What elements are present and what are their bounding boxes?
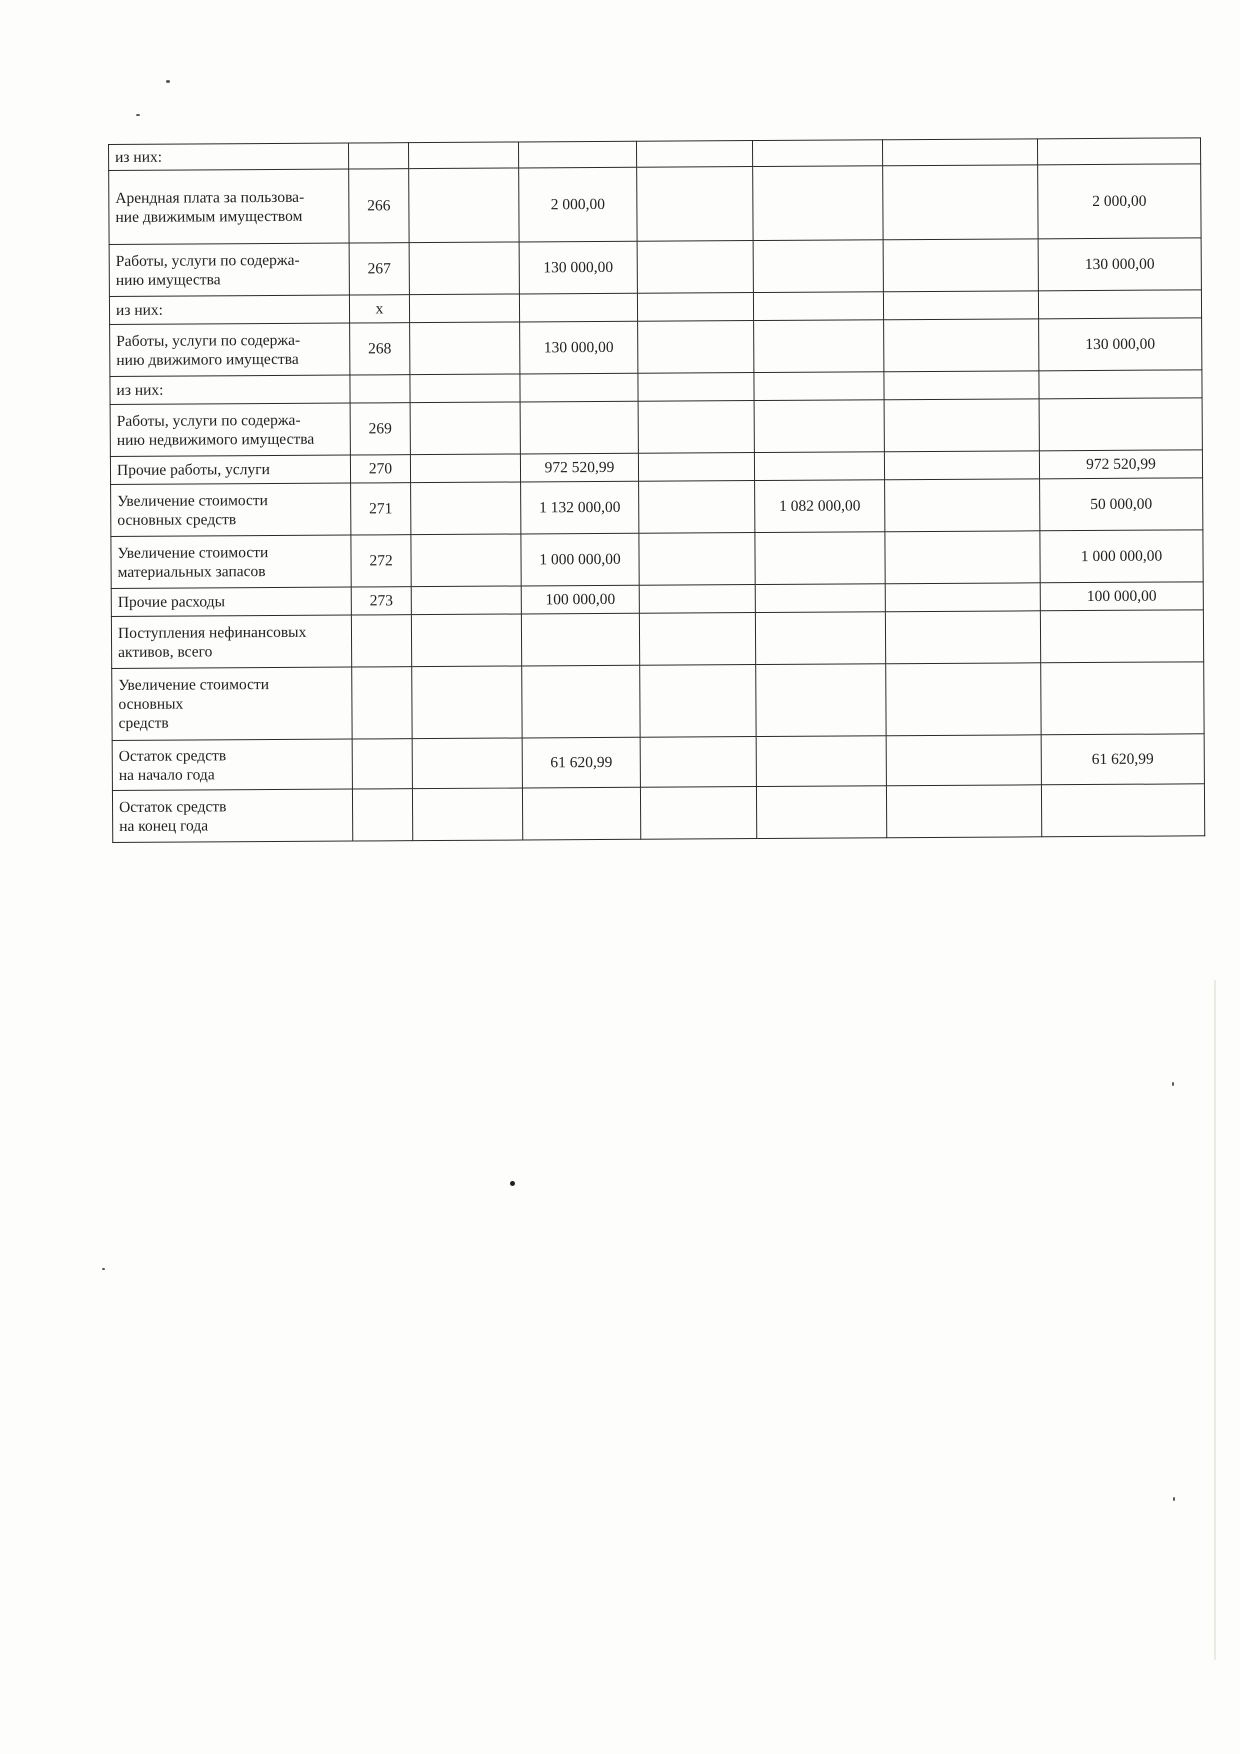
total-cell <box>1040 610 1203 663</box>
row-code-cell: х <box>349 295 409 323</box>
value-cell <box>638 373 754 402</box>
total-cell: 972 520,99 <box>1039 450 1202 479</box>
total-cell <box>1041 662 1204 735</box>
value-cell <box>753 166 883 241</box>
value-cell: 100 000,00 <box>521 585 639 614</box>
scan-edge <box>1214 980 1216 1660</box>
value-cell <box>885 583 1040 612</box>
scan-speck <box>1172 1082 1174 1086</box>
value-cell <box>636 141 752 168</box>
value-cell <box>640 787 756 840</box>
row-code-cell: 266 <box>349 169 409 243</box>
value-cell <box>883 165 1038 240</box>
total-cell <box>1041 784 1204 837</box>
value-cell <box>885 531 1040 584</box>
value-cell: 1 082 000,00 <box>755 480 885 533</box>
row-code-cell <box>350 375 410 403</box>
total-cell <box>1039 370 1202 399</box>
total-cell <box>1037 138 1200 165</box>
value-cell <box>638 401 754 454</box>
row-code-cell <box>352 789 412 841</box>
value-cell <box>752 140 882 167</box>
value-cell <box>412 738 522 789</box>
value-cell <box>886 735 1041 786</box>
value-cell <box>520 373 638 402</box>
value-cell <box>884 451 1039 480</box>
value-cell <box>410 322 520 375</box>
value-cell <box>882 139 1037 166</box>
value-cell <box>884 319 1039 372</box>
value-cell <box>884 371 1039 400</box>
total-cell: 100 000,00 <box>1040 582 1203 611</box>
value-cell <box>884 399 1039 452</box>
table-row <box>111 530 1203 589</box>
value-cell <box>753 240 883 293</box>
value-cell <box>885 479 1040 532</box>
row-code-cell: 268 <box>350 323 410 375</box>
total-cell: 50 000,00 <box>1040 478 1203 531</box>
value-cell <box>637 241 753 294</box>
value-cell <box>521 613 639 666</box>
row-name-cell: Работы, услуги по содержа- нию движимого имущества <box>110 323 350 376</box>
value-cell <box>411 482 521 535</box>
row-code-cell <box>351 615 411 667</box>
value-cell <box>755 584 885 613</box>
value-cell <box>755 612 885 665</box>
total-cell: 61 620,99 <box>1041 734 1204 785</box>
value-cell <box>754 320 884 373</box>
row-name-cell: Увеличение стоимости основных средств <box>112 667 352 740</box>
row-code-cell <box>348 143 408 169</box>
row-name-cell: Прочие расходы <box>111 587 351 616</box>
value-cell <box>522 787 640 840</box>
value-cell: 1 000 000,00 <box>521 533 639 586</box>
row-name-cell: Работы, услуги по содержа- нию недвижимого имущества <box>110 403 350 456</box>
row-name-cell: Поступления нефинансовых активов, всего <box>111 615 351 668</box>
table-row <box>112 662 1204 741</box>
table-row <box>111 478 1203 537</box>
row-name-cell: Арендная плата за пользова- ние движимым имуществом <box>109 169 349 244</box>
value-cell: 130 000,00 <box>520 321 638 374</box>
value-cell <box>518 141 636 168</box>
table-row <box>110 398 1202 457</box>
budget-table <box>108 137 1205 843</box>
value-cell <box>639 533 755 586</box>
value-cell <box>755 532 885 585</box>
value-cell <box>885 611 1040 664</box>
total-cell: 130 000,00 <box>1039 318 1202 371</box>
value-cell <box>408 142 518 169</box>
value-cell <box>637 293 753 322</box>
table-row <box>109 238 1201 297</box>
value-cell <box>639 613 755 666</box>
value-cell: 61 620,99 <box>522 737 640 788</box>
value-cell <box>883 239 1038 292</box>
value-cell <box>410 454 520 483</box>
row-code-cell: 269 <box>350 403 410 455</box>
value-cell <box>639 585 755 614</box>
value-cell <box>756 736 886 787</box>
row-name-cell: Остаток средств на конец года <box>112 789 352 842</box>
scan-speck <box>510 1181 515 1186</box>
row-code-cell <box>352 739 412 789</box>
row-code-cell: 267 <box>349 243 409 295</box>
value-cell <box>756 664 886 737</box>
total-cell: 1 000 000,00 <box>1040 530 1203 583</box>
value-cell <box>886 663 1041 736</box>
value-cell: 2 000,00 <box>519 167 637 242</box>
value-cell <box>409 294 519 323</box>
value-cell <box>640 737 756 788</box>
value-cell <box>639 481 755 534</box>
value-cell <box>411 586 521 615</box>
value-cell <box>883 291 1038 320</box>
row-code-cell: 273 <box>351 587 411 615</box>
total-cell <box>1039 398 1202 451</box>
value-cell <box>754 372 884 401</box>
value-cell <box>412 666 522 739</box>
row-name-cell: Остаток средств на начало года <box>112 739 352 790</box>
scan-speck <box>102 1268 105 1270</box>
row-code-cell: 272 <box>351 535 411 587</box>
value-cell: 1 132 000,00 <box>521 481 639 534</box>
value-cell <box>410 374 520 403</box>
row-name-cell: из них: <box>110 375 350 404</box>
total-cell: 130 000,00 <box>1038 238 1201 291</box>
value-cell: 972 520,99 <box>520 453 638 482</box>
row-name-cell: Работы, услуги по содержа- нию имущества <box>109 243 349 296</box>
value-cell <box>409 168 519 243</box>
row-name-cell: из них: <box>109 295 349 324</box>
value-cell <box>520 401 638 454</box>
value-cell: 130 000,00 <box>519 241 637 294</box>
total-cell: 2 000,00 <box>1038 164 1201 239</box>
value-cell <box>410 402 520 455</box>
total-cell <box>1038 290 1201 319</box>
value-cell <box>638 453 754 482</box>
table-body <box>109 138 1205 843</box>
row-name-cell: Увеличение стоимости материальных запасов <box>111 535 351 588</box>
table-row <box>111 610 1203 669</box>
scan-speck <box>166 80 170 83</box>
scan-speck <box>136 114 140 116</box>
row-name-cell: из них: <box>109 143 349 170</box>
value-cell <box>756 786 886 839</box>
table-row <box>112 734 1204 791</box>
row-code-cell: 271 <box>351 483 411 535</box>
row-code-cell <box>352 667 412 739</box>
value-cell <box>411 614 521 667</box>
value-cell <box>886 785 1041 838</box>
value-cell <box>522 665 640 738</box>
value-cell <box>411 534 521 587</box>
value-cell <box>638 321 754 374</box>
row-code-cell: 270 <box>350 455 410 483</box>
scan-speck <box>1173 1497 1175 1501</box>
value-cell <box>754 400 884 453</box>
table-row <box>110 318 1202 377</box>
value-cell <box>753 292 883 321</box>
row-name-cell: Прочие работы, услуги <box>110 455 350 484</box>
value-cell <box>409 242 519 295</box>
row-name-cell: Увеличение стоимости основных средств <box>111 483 351 536</box>
value-cell <box>640 665 756 738</box>
value-cell <box>412 788 522 841</box>
table-row <box>112 784 1204 843</box>
value-cell <box>519 293 637 322</box>
value-cell <box>637 167 753 242</box>
value-cell <box>754 452 884 481</box>
table-row <box>109 164 1201 245</box>
